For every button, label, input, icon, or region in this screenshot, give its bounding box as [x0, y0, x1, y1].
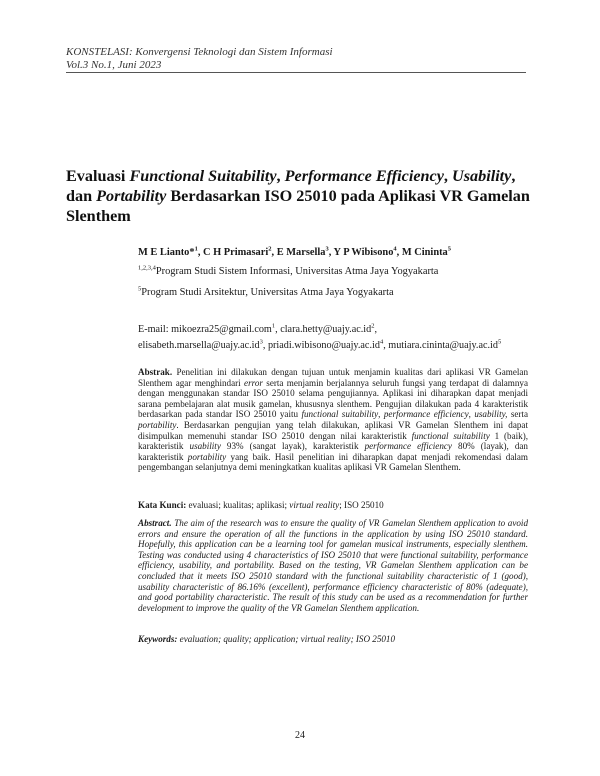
abstrak-paragraph: Abstrak. Penelitian ini dilakukan dengan tujuan untuk menjamin kualitas dari aplikasi VR Gamelan Slenthem agar menghindari error serta menjamin berjalannya seluruh fungsi yang terdapat di dalamnya dengan menggunakan standar ISO 25010 selama pengujiannya. Aplikasi ini diharapkan dapat menjadi sarana pembelajaran alat musik gamelan, khususnya slenthem. Pengujian dilakukan pada 4 karakteristik berdasarkan pada standar ISO 25010 yaitu functional suitability, performance efficiency, usability, serta portability. Berdasarkan pengujian yang telah dilakukan, aplikasi VR Gamelan Slenthem ini dapat disimpulkan memenuhi standar ISO 25010 dengan nilai karakteristik functional suitability 1 (baik), karakteristik usability 93% (sangat layak), karakteristik performance efficiency 80% (layak), dan karakteristik portability yang baik. Hasil penelitian ini diharapkan dapat menjadi rekomendasi dalam pengembangan selanjutnya demi meningkatkan kualitas aplikasi VR Gamelan Slenthem. [138, 367, 529, 473]
running-header [66, 46, 333, 72]
affiliation-2: $^5$Program Studi Arsitektur, Universitas Atma Jaya Yogyakarta [138, 285, 394, 298]
email-block [138, 322, 501, 354]
journal-name: KONSTELASI: Konvergensi Teknologi dan Sistem Informasi [66, 46, 333, 58]
email-line-2: $elisabeth.marsella@uajy.ac.id^3$, $priadi.wibisono@uajy.ac.id^4$, $mutiara.cininta@uajy.ac.id^5$ [138, 338, 502, 351]
page-number: 24 [295, 730, 305, 741]
paper-title: Evaluasi Functional Suitability, Performance Efficiency, Usability, dan Portability Berdasarkan ISO 25010 pada Aplikasi VR Gamelan Slenthem [66, 167, 530, 225]
keywords-english: Keywords: evaluation; quality; application; virtual reality; ISO 25010 [138, 634, 396, 644]
email-line-1: E-mail: mikoezra25@gmail.com$^1$, $clara.hetty@uajy.ac.id^2$, [138, 322, 378, 335]
abstract-english: Abstract. The aim of the research was to ensure the quality of VR Gamelan Slenthem application to avoid errors and ensure the operation of all the functions in the application by using ISO 25010 standard. Hopefully, this application can be a learning tool for gamelan musical instruments, especially slenthem. Testing was conducted using 4 characteristics of ISO 25010 that were functional suitability, performance efficiency, usability, and portability. Based on the testing, VR Gamelan Slenthem application can be concluded that it meets ISO 25010 standard with the functional suitability characteristic of 1 (good), usability characteristic of 86.16% (excellent), performance efficiency characteristic of 80% (adequate), and good portability characteristic. The result of this study can be used as a recommendation for further development to improve the quality of the VR Gamelan Slenthem application. [138, 518, 528, 613]
affiliation-1: $^{1,2,3,4}$Program Studi Sistem Informasi, Universitas Atma Jaya Yogyakarta [138, 264, 439, 277]
kata-kunci: Kata Kunci: evaluasi; kualitas; aplikasi; virtual reality; ISO 25010 [138, 500, 384, 510]
author-list: M E Lianto*$^1$, C H Primasari$^2$, E Marsella$^3$, Y P Wibisono$^4$, M Cininta$^5$ [138, 245, 451, 258]
header-rule [66, 72, 526, 73]
journal-volume: Vol.3 No.1, Juni 2023 [66, 59, 162, 71]
